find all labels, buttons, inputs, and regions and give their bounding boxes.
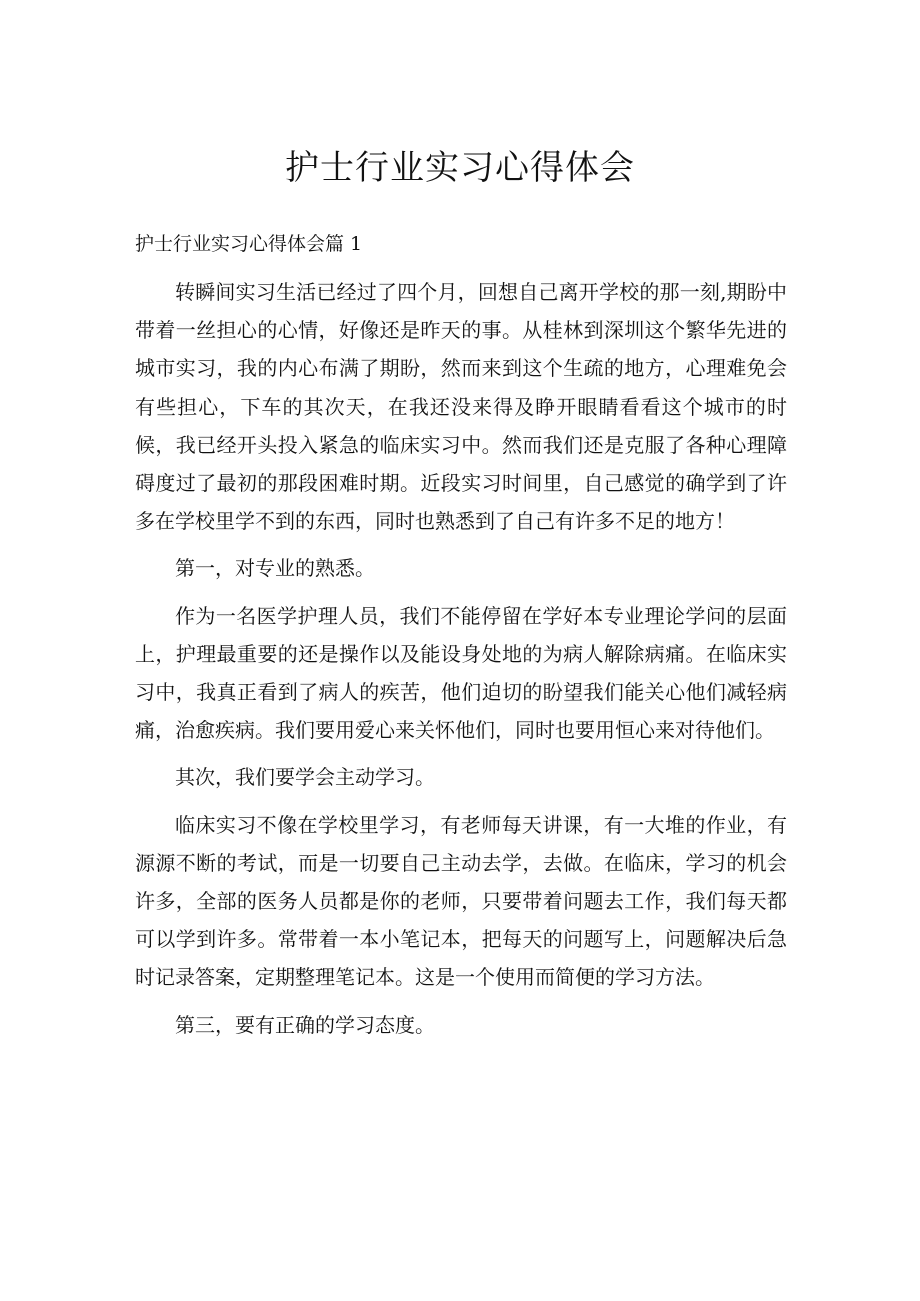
paragraph-intro: 转瞬间实习生活已经过了四个月，回想自己离开学校的那一刻,期盼中带着一丝担心的心情，好像还是昨天的事。从桂林到深圳这个繁华先进的城市实习，我的内心布满了期盼，然而来到这个生疏的地方，心理难免会有些担心，下车的其次天，在我还没来得及睁开眼睛看看这个城市的时候，我已经开头投入紧急的临床实习中。然而我们还是克服了各种心理障碍度过了最初的那段困难时期。近段实习时间里，自己感觉的确学到了许多在学校里学不到的东西，同时也熟悉到了自己有许多不足的地方！	[135, 280, 787, 534]
paragraph-professional-familiarity: 作为一名医学护理人员，我们不能停留在学好本专业理论学问的层面上，护理最重要的还是操作以及能设身处地的为病人解除病痛。在临床实习中，我真正看到了病人的疾苦，他们迫切的盼望我们能关心他们减轻病痛，治愈疾病。我们要用爱心来关怀他们，同时也要用恒心来对待他们。	[135, 603, 787, 743]
paragraph-heading-first: 第一，对专业的熟悉。	[175, 556, 375, 581]
paragraph-active-learning: 临床实习不像在学校里学习，有老师每天讲课，有一大堆的作业，有源源不断的考试，而是一切要自己主动去学，去做。在临床，学习的机会许多，全部的医务人员都是你的老师，只要带着问题去工作，我们每天都可以学到许多。常带着一本小笔记本，把每天的问题写上，问题解决后急时记录答案，定期整理笔记本。这是一个使用而简便的学习方法。	[135, 812, 787, 990]
article-heading: 护士行业实习心得体会篇 1	[135, 233, 363, 255]
paragraph-heading-second: 其次，我们要学会主动学习。	[175, 765, 435, 790]
document-title: 护士行业实习心得体会	[285, 148, 635, 188]
paragraph-heading-third: 第三，要有正确的学习态度。	[175, 1012, 435, 1037]
article-body	[135, 273, 787, 1053]
